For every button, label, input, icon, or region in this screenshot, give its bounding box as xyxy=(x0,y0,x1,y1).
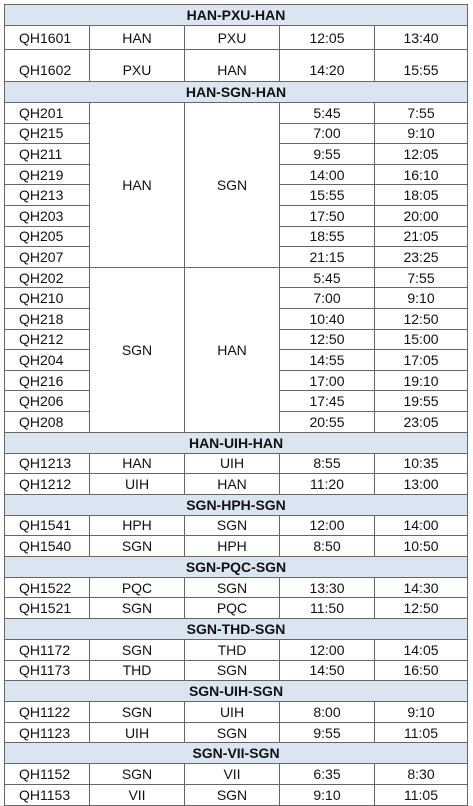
origin-code: VII xyxy=(90,785,185,806)
destination-code: VII xyxy=(185,764,280,785)
destination-code: PQC xyxy=(185,598,280,619)
departure-time: 11:50 xyxy=(280,598,375,619)
departure-time: 8:50 xyxy=(280,536,375,557)
destination-code: SGN xyxy=(185,722,280,743)
arrival-time: 14:00 xyxy=(375,515,468,536)
table-row xyxy=(5,515,468,536)
origin-code: HAN xyxy=(90,103,185,268)
table-row xyxy=(5,50,468,82)
departure-time: 14:00 xyxy=(280,164,375,185)
route-section-title: HAN-UIH-HAN xyxy=(5,432,468,453)
flight-number: QH1123 xyxy=(5,722,90,743)
arrival-time: 19:55 xyxy=(375,391,468,412)
departure-time: 12:05 xyxy=(280,26,375,50)
flight-number: QH201 xyxy=(5,103,90,124)
route-section-title: SGN-PQC-SGN xyxy=(5,556,468,577)
origin-code: HAN xyxy=(90,453,185,474)
destination-code: SGN xyxy=(185,515,280,536)
flight-number: QH1522 xyxy=(5,577,90,598)
departure-time: 15:55 xyxy=(280,185,375,206)
route-section-title: SGN-HPH-SGN xyxy=(5,494,468,515)
arrival-time: 12:50 xyxy=(375,598,468,619)
origin-code: SGN xyxy=(90,267,185,432)
destination-code: HPH xyxy=(185,536,280,557)
table-row xyxy=(5,453,468,474)
arrival-time: 21:05 xyxy=(375,226,468,247)
arrival-time: 7:55 xyxy=(375,103,468,124)
flight-number: QH1213 xyxy=(5,453,90,474)
flight-number: QH202 xyxy=(5,267,90,288)
destination-code: SGN xyxy=(185,103,280,268)
flight-number: QH1122 xyxy=(5,702,90,723)
departure-time: 9:55 xyxy=(280,144,375,165)
arrival-time: 19:10 xyxy=(375,370,468,391)
flight-number: QH211 xyxy=(5,144,90,165)
origin-code: UIH xyxy=(90,722,185,743)
route-section-header xyxy=(5,494,468,515)
route-section-header xyxy=(5,743,468,764)
departure-time: 18:55 xyxy=(280,226,375,247)
arrival-time: 17:05 xyxy=(375,350,468,371)
flight-number: QH213 xyxy=(5,185,90,206)
flight-number: QH1172 xyxy=(5,640,90,661)
departure-time: 12:00 xyxy=(280,640,375,661)
flight-number: QH1173 xyxy=(5,660,90,681)
arrival-time: 14:05 xyxy=(375,640,468,661)
route-section-header xyxy=(5,556,468,577)
arrival-time: 13:00 xyxy=(375,474,468,495)
flight-number: QH1153 xyxy=(5,785,90,806)
flight-number: QH1212 xyxy=(5,474,90,495)
arrival-time: 7:55 xyxy=(375,267,468,288)
route-section-title: SGN-UIH-SGN xyxy=(5,681,468,702)
origin-code: SGN xyxy=(90,702,185,723)
arrival-time: 20:00 xyxy=(375,205,468,226)
arrival-time: 12:50 xyxy=(375,308,468,329)
destination-code: HAN xyxy=(185,474,280,495)
departure-time: 14:50 xyxy=(280,660,375,681)
arrival-time: 12:05 xyxy=(375,144,468,165)
route-section-title: SGN-THD-SGN xyxy=(5,619,468,640)
origin-code: SGN xyxy=(90,640,185,661)
departure-time: 17:45 xyxy=(280,391,375,412)
departure-time: 12:00 xyxy=(280,515,375,536)
origin-code: THD xyxy=(90,660,185,681)
arrival-time: 11:05 xyxy=(375,722,468,743)
arrival-time: 23:25 xyxy=(375,247,468,268)
departure-time: 5:45 xyxy=(280,103,375,124)
route-section-header xyxy=(5,432,468,453)
flight-number: QH205 xyxy=(5,226,90,247)
flight-number: QH1521 xyxy=(5,598,90,619)
arrival-time: 9:10 xyxy=(375,702,468,723)
origin-code: HPH xyxy=(90,515,185,536)
flight-number: QH215 xyxy=(5,123,90,144)
arrival-time: 23:05 xyxy=(375,411,468,432)
flight-number: QH1541 xyxy=(5,515,90,536)
table-row xyxy=(5,267,468,288)
table-row xyxy=(5,660,468,681)
departure-time: 9:10 xyxy=(280,785,375,806)
table-row xyxy=(5,598,468,619)
origin-code: HAN xyxy=(90,26,185,50)
flight-number: QH218 xyxy=(5,308,90,329)
departure-time: 17:00 xyxy=(280,370,375,391)
arrival-time: 14:30 xyxy=(375,577,468,598)
flight-number: QH207 xyxy=(5,247,90,268)
arrival-time: 8:30 xyxy=(375,764,468,785)
arrival-time: 11:05 xyxy=(375,785,468,806)
destination-code: HAN xyxy=(185,50,280,82)
arrival-time: 13:40 xyxy=(375,26,468,50)
route-section-header xyxy=(5,82,468,103)
flight-number: QH208 xyxy=(5,411,90,432)
departure-time: 14:55 xyxy=(280,350,375,371)
departure-time: 8:55 xyxy=(280,453,375,474)
flight-number: QH1602 xyxy=(5,50,90,82)
origin-code: SGN xyxy=(90,598,185,619)
origin-code: PQC xyxy=(90,577,185,598)
departure-time: 9:55 xyxy=(280,722,375,743)
table-row xyxy=(5,26,468,50)
destination-code: SGN xyxy=(185,660,280,681)
arrival-time: 16:50 xyxy=(375,660,468,681)
destination-code: UIH xyxy=(185,702,280,723)
flight-number: QH203 xyxy=(5,205,90,226)
flight-number: QH212 xyxy=(5,329,90,350)
departure-time: 17:50 xyxy=(280,205,375,226)
arrival-time: 10:50 xyxy=(375,536,468,557)
origin-code: SGN xyxy=(90,536,185,557)
flight-number: QH219 xyxy=(5,164,90,185)
departure-time: 7:00 xyxy=(280,123,375,144)
arrival-time: 9:10 xyxy=(375,288,468,309)
flight-schedule-table xyxy=(4,4,468,806)
departure-time: 5:45 xyxy=(280,267,375,288)
destination-code: THD xyxy=(185,640,280,661)
destination-code: UIH xyxy=(185,453,280,474)
table-row xyxy=(5,536,468,557)
departure-time: 13:30 xyxy=(280,577,375,598)
flight-number: QH204 xyxy=(5,350,90,371)
destination-code: SGN xyxy=(185,577,280,598)
destination-code: PXU xyxy=(185,26,280,50)
departure-time: 10:40 xyxy=(280,308,375,329)
table-row xyxy=(5,702,468,723)
table-row xyxy=(5,577,468,598)
arrival-time: 9:10 xyxy=(375,123,468,144)
route-section-header xyxy=(5,5,468,26)
table-row xyxy=(5,722,468,743)
route-section-title: HAN-SGN-HAN xyxy=(5,82,468,103)
table-row xyxy=(5,103,468,124)
departure-time: 20:55 xyxy=(280,411,375,432)
flight-number: QH210 xyxy=(5,288,90,309)
destination-code: HAN xyxy=(185,267,280,432)
table-row xyxy=(5,764,468,785)
arrival-time: 15:00 xyxy=(375,329,468,350)
departure-time: 12:50 xyxy=(280,329,375,350)
departure-time: 14:20 xyxy=(280,50,375,82)
table-row xyxy=(5,640,468,661)
origin-code: PXU xyxy=(90,50,185,82)
route-section-title: HAN-PXU-HAN xyxy=(5,5,468,26)
departure-time: 11:20 xyxy=(280,474,375,495)
flight-number: QH1152 xyxy=(5,764,90,785)
flight-number: QH206 xyxy=(5,391,90,412)
destination-code: SGN xyxy=(185,785,280,806)
arrival-time: 10:35 xyxy=(375,453,468,474)
origin-code: UIH xyxy=(90,474,185,495)
arrival-time: 16:10 xyxy=(375,164,468,185)
departure-time: 21:15 xyxy=(280,247,375,268)
departure-time: 7:00 xyxy=(280,288,375,309)
route-section-title: SGN-VII-SGN xyxy=(5,743,468,764)
departure-time: 8:00 xyxy=(280,702,375,723)
route-section-header xyxy=(5,681,468,702)
origin-code: SGN xyxy=(90,764,185,785)
route-section-header xyxy=(5,619,468,640)
departure-time: 6:35 xyxy=(280,764,375,785)
arrival-time: 15:55 xyxy=(375,50,468,82)
arrival-time: 18:05 xyxy=(375,185,468,206)
table-row xyxy=(5,474,468,495)
flight-number: QH1601 xyxy=(5,26,90,50)
flight-number: QH216 xyxy=(5,370,90,391)
flight-number: QH1540 xyxy=(5,536,90,557)
table-row xyxy=(5,785,468,806)
